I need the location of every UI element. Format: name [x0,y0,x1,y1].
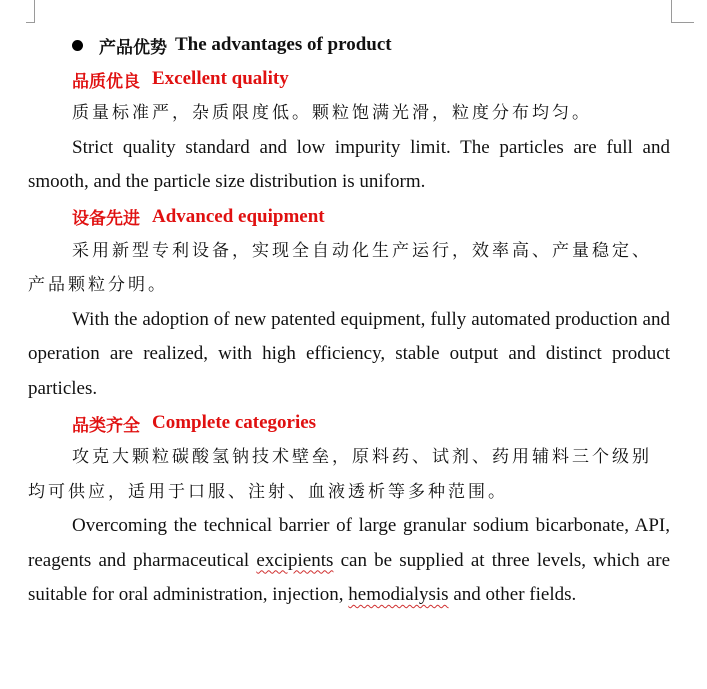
subheading-en: Excellent quality [152,68,289,89]
page-corner-mark-right [671,0,694,23]
text-run: and other fields. [448,584,577,605]
subheading-quality [28,62,670,96]
subheading-en: Advanced equipment [152,205,325,227]
page-corner-mark-left [26,0,35,23]
text-run: can be supplied at three levels, which are suitable for oral administration, injection, [28,549,670,605]
paragraph-en[interactable]: Strict quality standard and low impurity limit. The particles are full and smooth, and the particle size distribution is uniform. [28,136,670,192]
paragraph-cn[interactable]: 采用新型专利设备，实现全自动化生产运行，效率高、产量稳定、产品颗粒分明。 [28,240,652,295]
paragraph-en[interactable]: With the adoption of new patented equipment, fully automated production and operation are realized, with high efficiency, stable output and distinct product particles. [28,308,670,399]
subheading-equipment [28,200,670,234]
text-run: Overcoming the technical barrier of large granular sodium bicarbonate, API, reagents and pharmaceutical [28,515,670,571]
spellcheck-word[interactable]: hemodialysis [348,584,449,605]
subheading-cn: 品类齐全 [72,415,140,436]
subheading-cn: 品质优良 [72,71,140,92]
subheading-cn: 设备先进 [72,209,140,229]
subheading-categories [28,406,670,440]
heading-cn: 产品优势 [99,37,167,58]
bullet-icon [72,40,83,51]
paragraph-en[interactable] [28,509,670,613]
heading-en: The advantages of product [175,34,392,55]
paragraph-cn[interactable]: 质量标准严，杂质限度低。颗粒饱满光滑，粒度分布均匀。 [72,103,592,123]
subheading-en: Complete categories [152,412,317,433]
spellcheck-word[interactable]: excipients [256,549,334,571]
section-heading [28,28,670,62]
paragraph-cn[interactable]: 攻克大颗粒碳酸氢钠技术壁垒，原料药、试剂、药用辅料三个级别均可供应，适用于口服、注射、血液透析等多种范围。 [28,447,652,502]
document-page [28,28,670,613]
